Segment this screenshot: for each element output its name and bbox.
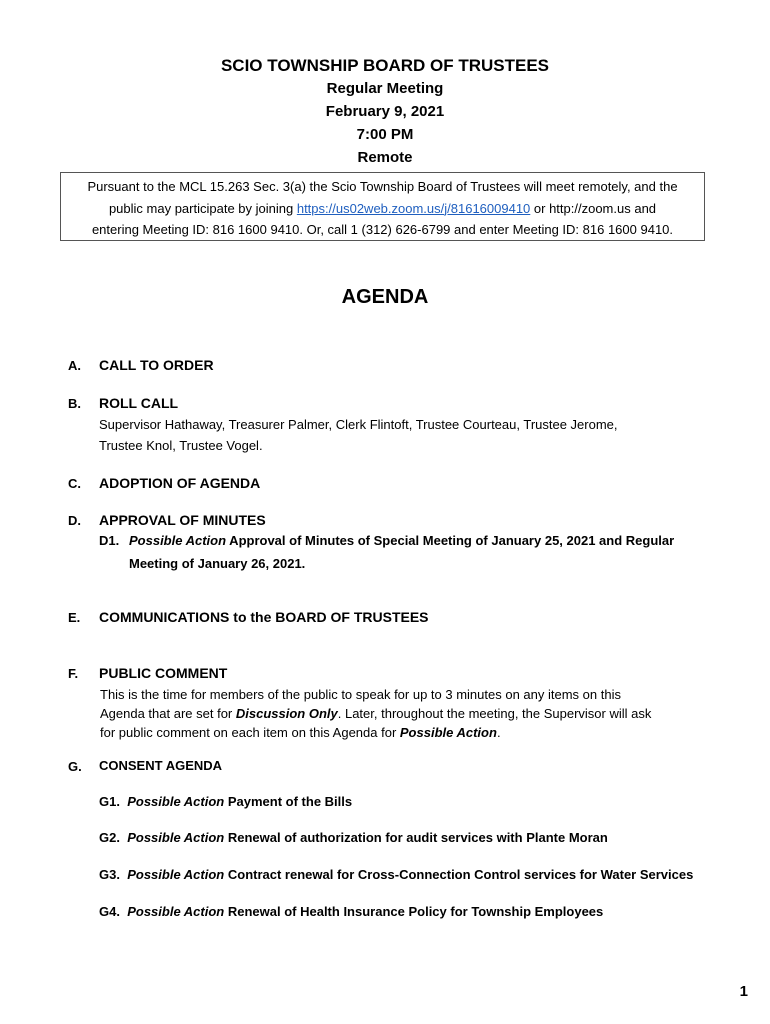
roll-call-line-2: Trustee Knol, Trustee Vogel.: [99, 437, 263, 453]
possible-action-emphasis: Possible Action: [399, 725, 497, 740]
consent-item-label: G4.: [99, 904, 120, 919]
section-c-letter: C.: [68, 476, 81, 491]
consent-item-action: Possible Action: [127, 867, 225, 882]
consent-item-text: Contract renewal for Cross-Connection Control services for Water Services: [224, 867, 694, 882]
minutes-item-text-1: Approval of Minutes of Special Meeting of January 25, 2021 and Regular: [226, 533, 675, 548]
minutes-item-text-2: Meeting of January 26, 2021.: [129, 556, 306, 571]
section-b-heading: ROLL CALL: [99, 395, 179, 411]
consent-item-action: Possible Action: [127, 830, 225, 845]
section-c-heading: ADOPTION OF AGENDA: [99, 475, 261, 491]
section-a-heading: CALL TO ORDER: [99, 357, 214, 373]
section-f-heading: PUBLIC COMMENT: [99, 665, 228, 681]
section-a-letter: A.: [68, 358, 81, 373]
public-comment-line-3: [100, 723, 700, 742]
minutes-item-label: D1.: [99, 533, 120, 548]
public-comment-line-2a: Agenda that are set for: [100, 706, 236, 721]
section-e-heading: COMMUNICATIONS to the BOARD OF TRUSTEES: [99, 609, 429, 625]
notice-line-1: Pursuant to the MCL 15.263 Sec. 3(a) the Scio Township Board of Trustees will meet remotely, and the: [87, 179, 678, 194]
public-comment-line-1: This is the time for members of the public to speak for up to 3 minutes on any items on this: [100, 687, 621, 702]
consent-item-label: G1.: [99, 794, 120, 809]
section-e-letter: E.: [68, 610, 81, 625]
public-comment-line-3a: for public comment on each item on this Agenda for: [100, 725, 400, 740]
consent-item-action: Possible Action: [127, 794, 225, 809]
section-b-letter: B.: [68, 396, 81, 411]
section-f-letter: F.: [68, 666, 79, 681]
roll-call-line-1: Supervisor Hathaway, Treasurer Palmer, Clerk Flintoft, Trustee Courteau, Trustee Jerome,: [99, 417, 618, 432]
section-g-letter: G.: [68, 759, 82, 774]
consent-item-text: Renewal of Health Insurance Policy for Township Employees: [224, 904, 604, 919]
meeting-time: 7:00 PM: [356, 126, 414, 143]
consent-item-label: G2.: [99, 830, 120, 845]
page-number: 1: [739, 983, 748, 1000]
consent-item: [99, 790, 352, 813]
notice-line-2-suffix: or http://zoom.us and: [530, 200, 657, 216]
agenda-heading: AGENDA: [341, 286, 429, 308]
meeting-type: Regular Meeting: [326, 80, 444, 97]
public-comment-line-2: [100, 704, 700, 723]
section-d-letter: D.: [68, 513, 81, 528]
consent-item: [99, 863, 693, 886]
consent-item-text: Renewal of authorization for audit services with Plante Moran: [224, 830, 608, 845]
notice-line-2: [65, 198, 700, 220]
meeting-location: Remote: [357, 149, 413, 166]
minutes-item: [129, 529, 719, 575]
notice-line-3: entering Meeting ID: 816 1600 9410. Or, call 1 (312) 626-6799 and enter Meeting ID: 816 1600 9410.: [91, 222, 674, 237]
consent-item-text: Payment of the Bills: [224, 794, 353, 809]
section-g-heading: CONSENT AGENDA: [99, 758, 223, 773]
public-comment-line-3b: .: [496, 725, 501, 740]
notice-line-2-prefix: public may participate by joining: [108, 200, 297, 216]
consent-item-action: Possible Action: [127, 904, 225, 919]
discussion-only-emphasis: Discussion Only: [235, 706, 338, 721]
remote-meeting-notice: [60, 172, 705, 241]
public-comment-line-2b: . Later, throughout the meeting, the Supervisor will ask: [337, 706, 652, 721]
consent-item: [99, 900, 603, 923]
consent-item-label: G3.: [99, 867, 120, 882]
meeting-date: February 9, 2021: [325, 103, 445, 120]
public-comment-text: [100, 685, 700, 742]
zoom-meeting-link[interactable]: https://us02web.zoom.us/j/81616009410: [296, 200, 531, 216]
consent-item: [99, 826, 608, 849]
document-title: SCIO TOWNSHIP BOARD OF TRUSTEES: [220, 56, 550, 75]
minutes-item-action: Possible Action: [129, 533, 227, 548]
section-d-heading: APPROVAL OF MINUTES: [99, 512, 266, 528]
roll-call-list: [99, 415, 699, 456]
